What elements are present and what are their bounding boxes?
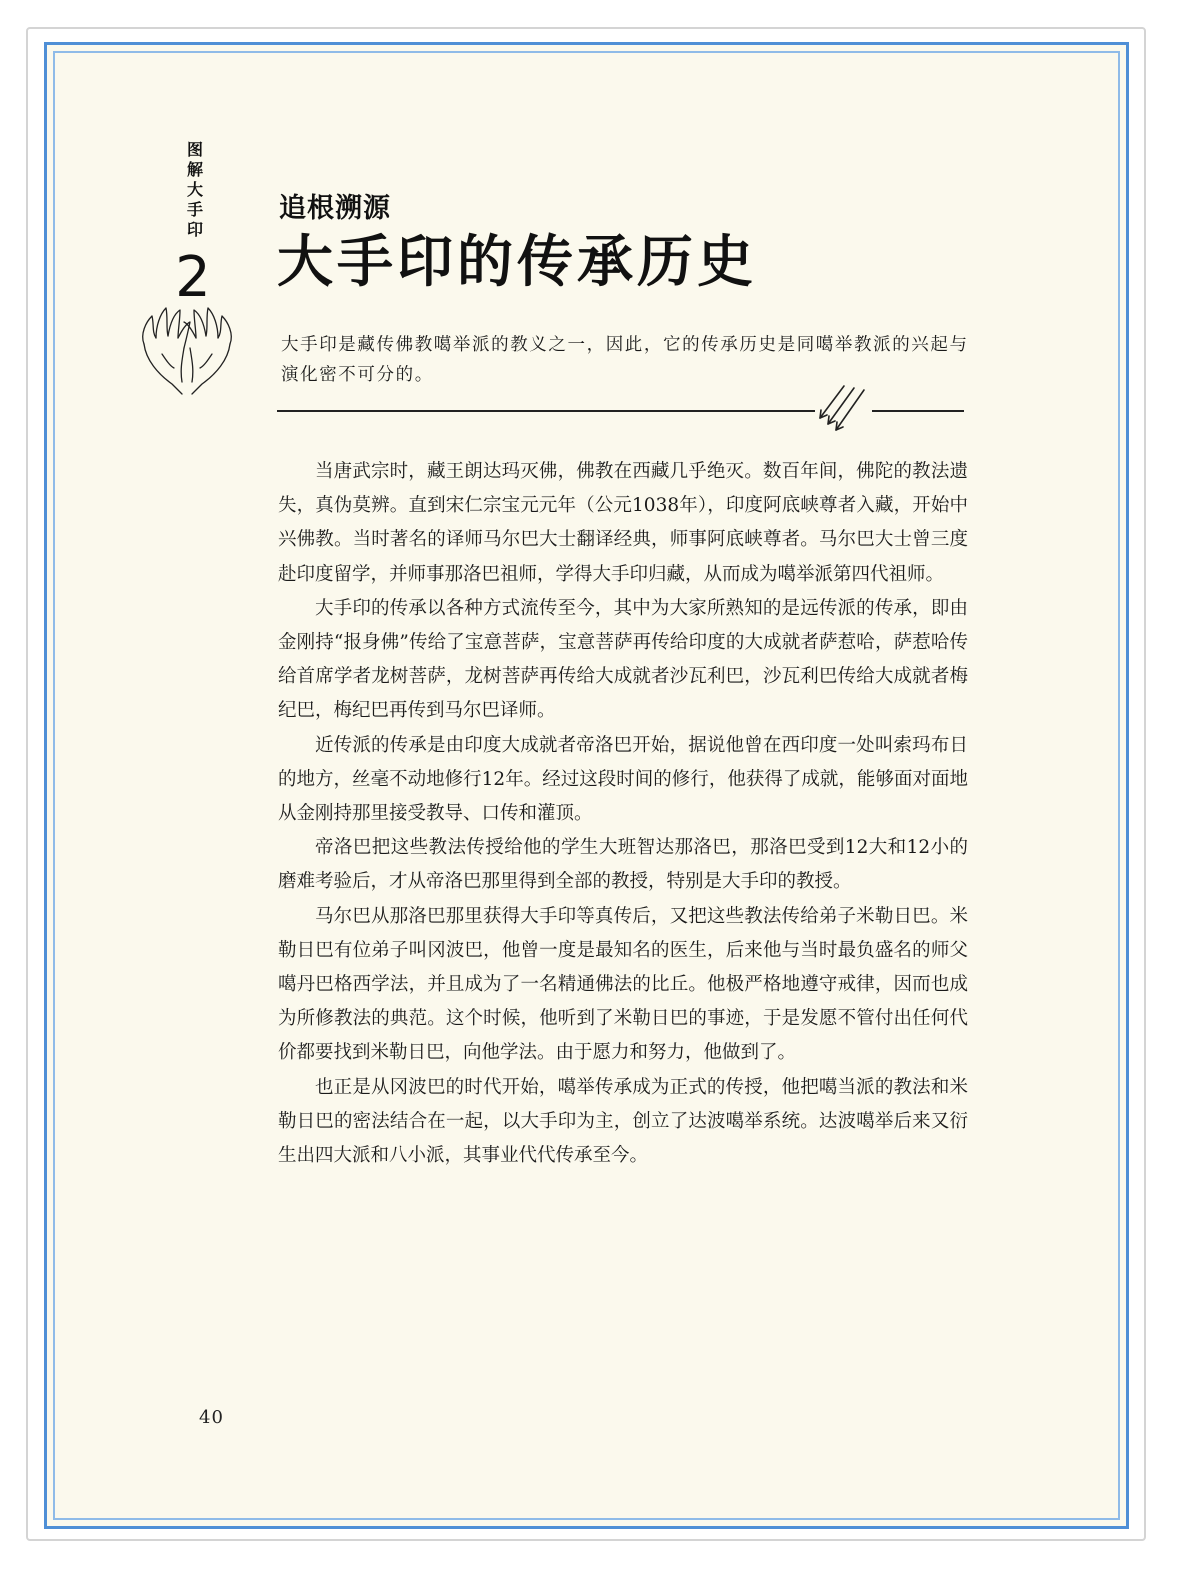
section-subtitle: 追根溯源	[279, 193, 391, 224]
page-title: 大手印的传承历史	[277, 230, 757, 295]
mudra-hands-icon	[136, 304, 238, 396]
arrows-icon	[814, 384, 870, 434]
paragraph: 也正是从冈波巴的时代开始，噶举传承成为正式的传授，他把噶当派的教法和米勒日巴的密法结合在一起，以大手印为主，创立了达波噶举系统。达波噶举后来又衍生出四大派和八小派，其事业代代传承至今。	[278, 1076, 968, 1167]
body-text	[278, 455, 968, 1173]
page-number: 40	[199, 1407, 224, 1428]
chapter-number: 2	[175, 245, 211, 310]
divider-line-left	[277, 410, 815, 412]
paragraph: 马尔巴从那洛巴那里获得大手印等真传后，又把这些教法传给弟子米勒日巴。米勒日巴有位弟子叫冈波巴，他曾一度是最知名的医生，后来他与当时最负盛名的师父噶丹巴格西学法，并且成为了一名精通佛法的比丘。他极严格地遵守戒律，因而也成为所修教法的典范。这个时候，他听到了米勒日巴的事迹，于是发愿不管付出任何代价都要找到米勒日巴，向他学法。由于愿力和努力，他做到了。	[278, 905, 968, 1064]
paragraph: 大手印的传承以各种方式流传至今，其中为大家所熟知的是远传派的传承，即由金刚持“报身佛”传给了宝意菩萨，宝意菩萨再传给印度的大成就者萨惹哈，萨惹哈传给首席学者龙树菩萨，龙树菩萨再传给大成就者沙瓦利巴，沙瓦利巴传给大成就者梅纪巴，梅纪巴再传到马尔巴译师。	[278, 597, 968, 722]
paragraph: 近传派的传承是由印度大成就者帝洛巴开始，据说他曾在西印度一处叫索玛布日的地方，丝毫不动地修行12年。经过这段时间的修行，他获得了成就，能够面对面地从金刚持那里接受教导、口传和灌顶。	[278, 734, 968, 825]
book-title-vertical: 图解大手印	[186, 140, 203, 239]
divider-line-right	[872, 410, 964, 412]
paragraph: 帝洛巴把这些教法传授给他的学生大班智达那洛巴，那洛巴受到12大和12小的磨难考验后，才从帝洛巴那里得到全部的教授，特别是大手印的教授。	[278, 837, 968, 893]
paragraph: 当唐武宗时，藏王朗达玛灭佛，佛教在西藏几乎绝灭。数百年间，佛陀的教法遗失，真伪莫辨。直到宋仁宗宝元元年（公元1038年），印度阿底峡尊者入藏，开始中兴佛教。当时著名的译师马尔巴大士翻译经典，师事阿底峡尊者。马尔巴大士曾三度赴印度留学，并师事那洛巴祖师，学得大手印归藏，从而成为噶举派第四代祖师。	[278, 461, 968, 585]
intro-summary: 大手印是藏传佛教噶举派的教义之一，因此，它的传承历史是同噶举教派的兴起与演化密不可分的。	[281, 335, 969, 385]
